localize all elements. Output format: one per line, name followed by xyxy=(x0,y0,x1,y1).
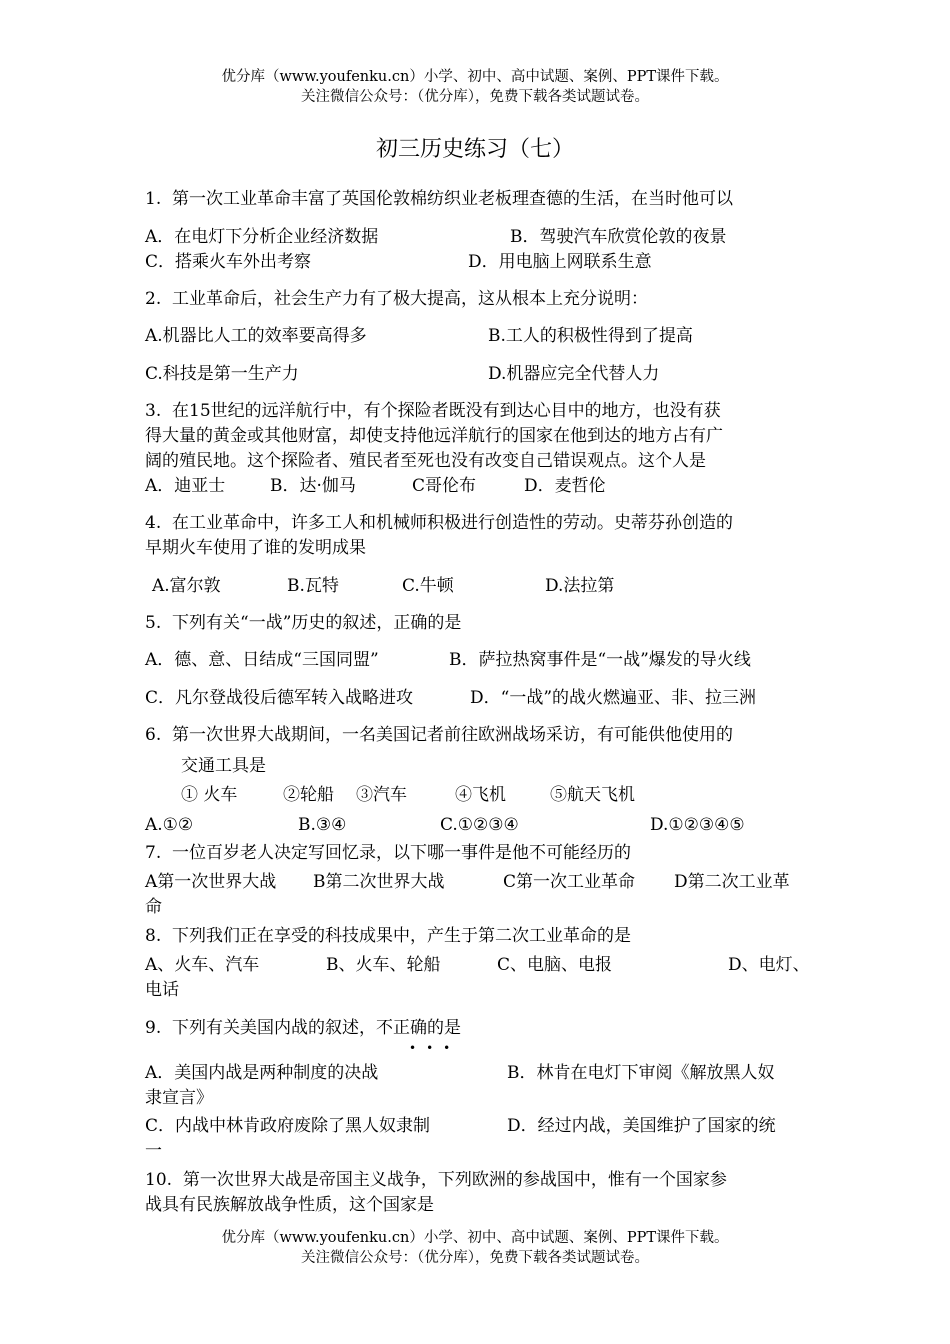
q10-stem-line-1: 10. 第一次世界大战是帝国主义战争，下列欧洲的参战国中，惟有一个国家参 xyxy=(145,1170,727,1190)
q8-option-a: A、火车、汽车 xyxy=(145,955,260,975)
q4-stem-line-2: 早期火车使用了谁的发明成果 xyxy=(145,538,366,558)
q3-option-c: C哥伦布 xyxy=(412,476,477,496)
q2-option-b: B.工人的积极性得到了提高 xyxy=(488,326,693,346)
q4-option-c: C.牛顿 xyxy=(402,576,454,596)
header-line-1: 优分库（www.youfenku.cn）小学、初中、高中试题、案例、PPT课件下载。 xyxy=(221,69,729,85)
q6-stem-line-2: 交通工具是 xyxy=(181,756,266,776)
q7-option-b: B第二次世界大战 xyxy=(313,872,445,892)
q3-option-a: A．迪亚士 xyxy=(145,476,226,496)
q6-item-3: ③汽车 xyxy=(356,785,407,805)
q1-stem: 1. 第一次工业革命丰富了英国伦敦棉纺织业老板理查德的生活，在当时他可以 xyxy=(145,189,734,209)
q8-option-d: D、电灯、 xyxy=(728,955,810,975)
q9-stem xyxy=(145,1018,461,1038)
q1-option-d: D．用电脑上网联系生意 xyxy=(468,252,652,272)
q1-option-c: C．搭乘火车外出考察 xyxy=(145,252,312,272)
q6-option-d: D.①②③④⑤ xyxy=(650,815,745,835)
q6-option-b: B.③④ xyxy=(298,815,347,835)
q7-option-d-cont: 命 xyxy=(145,897,162,917)
footer-line-2: 关注微信公众号：（优分库），免费下载各类试题试卷。 xyxy=(301,1250,649,1266)
q6-stem-line-1: 6. 第一次世界大战期间，一名美国记者前往欧洲战场采访，有可能供他使用的 xyxy=(145,725,734,745)
q3-stem-line-3: 阔的殖民地。这个探险者、殖民者至死也没有改变自己错误观点。这个人是 xyxy=(145,451,706,471)
q9-stem-post: 的是 xyxy=(427,1018,462,1038)
q2-option-a: A.机器比人工的效率要高得多 xyxy=(145,326,367,346)
q1-option-b: B．驾驶汽车欣赏伦敦的夜景 xyxy=(510,227,727,247)
q8-stem: 8. 下列我们正在享受的科技成果中，产生于第二次工业革命的是 xyxy=(145,926,632,946)
q9-option-c: C．内战中林肯政府废除了黑人奴隶制 xyxy=(145,1116,431,1136)
q10-stem-line-2: 战具有民族解放战争性质，这个国家是 xyxy=(145,1195,434,1215)
q5-option-c: C．凡尔登战役后德军转入战略进攻 xyxy=(145,688,414,708)
q4-option-b: B.瓦特 xyxy=(287,576,339,596)
q8-option-c: C、电脑、电报 xyxy=(497,955,613,975)
q6-item-2: ②轮船 xyxy=(283,785,334,805)
q4-option-a: A.富尔敦 xyxy=(152,576,221,596)
q9-option-b: B．林肯在电灯下审阅《解放黑人奴 xyxy=(507,1063,775,1083)
q7-option-d: D第二次工业革 xyxy=(674,872,790,892)
q3-option-b: B．达·伽马 xyxy=(270,476,356,496)
q9-stem-emphasis: 不正确 xyxy=(376,1018,428,1038)
q4-stem-line-1: 4. 在工业革命中，许多工人和机械师积极进行创造性的劳动。史蒂芬孙创造的 xyxy=(145,513,734,533)
header-line-2: 关注微信公众号：（优分库），免费下载各类试题试卷。 xyxy=(301,89,649,105)
q2-option-c: C.科技是第一生产力 xyxy=(145,364,299,384)
q3-option-d: D．麦哲伦 xyxy=(524,476,606,496)
q7-stem: 7. 一位百岁老人决定写回忆录，以下哪一事件是他不可能经历的 xyxy=(145,843,632,863)
q5-option-b: B．萨拉热窝事件是“一战”爆发的导火线 xyxy=(449,650,751,670)
q6-option-c: C.①②③④ xyxy=(440,815,519,835)
q6-item-1: ① 火车 xyxy=(181,785,238,805)
q9-option-a: A．美国内战是两种制度的决战 xyxy=(145,1063,379,1083)
q8-option-b: B、火车、轮船 xyxy=(326,955,441,975)
q2-stem: 2. 工业革命后，社会生产力有了极大提高，这从根本上充分说明： xyxy=(145,289,649,309)
q6-item-4: ④飞机 xyxy=(455,785,506,805)
q2-option-d: D.机器应完全代替人力 xyxy=(488,364,660,384)
q1-option-a: A．在电灯下分析企业经济数据 xyxy=(145,227,379,247)
q7-option-a: A第一次世界大战 xyxy=(145,872,277,892)
q3-stem-line-1: 3. 在15世纪的远洋航行中，有个探险者既没有到达心目中的地方，也没有获 xyxy=(145,401,721,421)
page-title: 初三历史练习（七） xyxy=(375,137,574,162)
q5-option-a: A．德、意、日结成“三国同盟” xyxy=(145,650,379,670)
q9-option-d: D．经过内战，美国维护了国家的统 xyxy=(507,1116,776,1136)
q4-option-d: D.法拉第 xyxy=(545,576,615,596)
q9-option-d-cont: 一 xyxy=(145,1141,162,1161)
q7-option-c: C第一次工业革命 xyxy=(503,872,636,892)
q9-option-b-cont: 隶宣言》 xyxy=(145,1088,213,1108)
footer-line-1: 优分库（www.youfenku.cn）小学、初中、高中试题、案例、PPT课件下载。 xyxy=(221,1230,729,1246)
emphasis-dots: ••• xyxy=(409,1041,461,1055)
q5-stem: 5. 下列有关“一战”历史的叙述，正确的是 xyxy=(145,613,462,633)
q6-item-5: ⑤航天飞机 xyxy=(550,785,635,805)
q8-option-d-cont: 电话 xyxy=(145,980,179,1000)
q3-stem-line-2: 得大量的黄金或其他财富，却使支持他远洋航行的国家在他到达的地方占有广 xyxy=(145,426,723,446)
q5-option-d: D．“一战”的战火燃遍亚、非、拉三洲 xyxy=(470,688,757,708)
q9-stem-pre: 9. 下列有关美国内战的叙述， xyxy=(145,1018,377,1038)
q6-option-a: A.①② xyxy=(145,815,194,835)
